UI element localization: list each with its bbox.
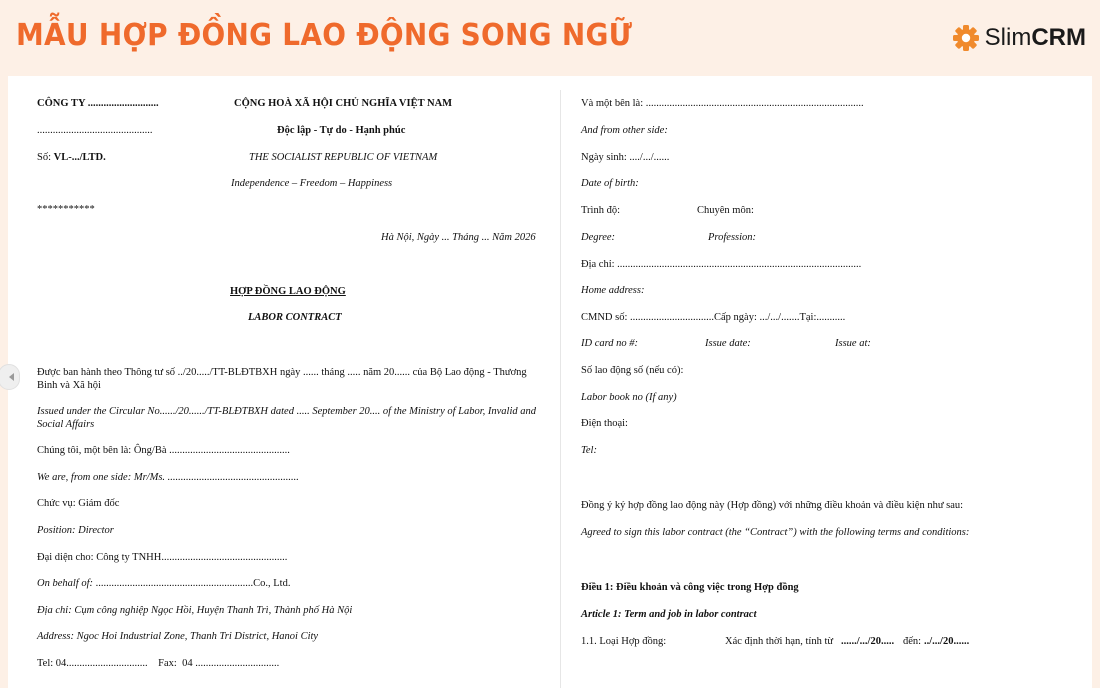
position-vi: Chức vụ: Giám đốc xyxy=(37,498,120,509)
issued-en: Issued under the Circular No....../20....../TT-BLĐTBXH dated ..... September 20.... of the Ministry of Labor, Invalid and Social Affairs xyxy=(37,406,537,430)
motto-heading: Độc lập - Tự do - Hạnh phúc xyxy=(277,125,406,136)
doc-number: Số: VL-.../LTD. xyxy=(37,152,106,163)
degree-vi: Trình độ: xyxy=(581,205,621,216)
other-party-vi: Và một bên là: ................................................................................... xyxy=(581,98,864,109)
profession-vi: Chuyên môn: xyxy=(697,205,754,216)
position-en: Position: Director xyxy=(37,525,114,536)
id-card-vi: CMND số: ................................Cấp ngày: .../.../.......Tại:........... xyxy=(581,312,846,323)
clause-term: Xác định thời hạn, tính từ xyxy=(725,636,834,647)
column-divider xyxy=(560,90,561,688)
document-page xyxy=(8,76,1092,688)
issued-vi: Được ban hành theo Thông tư số ../20...../TT-BLĐTBXH ngày ...... tháng ..... năm 20...... của Bộ Lao động - Thương Binh và Xã hội xyxy=(37,367,527,391)
degree-en: Degree: xyxy=(581,232,616,243)
agree-vi: Đồng ý ký hợp đồng lao động này (Hợp đồng) với những điều khoản và điều kiện như sau: xyxy=(581,500,964,511)
banner-title: MẪU HỢP ĐỒNG LAO ĐỘNG SONG NGỮ xyxy=(16,18,633,53)
behalf-en: On behalf of: ............................................................Co., Ltd. xyxy=(37,578,291,589)
home-address-en: Home address: xyxy=(581,285,645,296)
address-en: Address: Ngoc Hoi Industrial Zone, Thanh Tri District, Hanoi City xyxy=(37,631,319,642)
company-name-line: CÔNG TY ........................... xyxy=(37,98,159,109)
we-are-en: We are, from one side: Mr/Ms. .................................................. xyxy=(37,472,299,483)
profession-en: Profession: xyxy=(708,232,757,243)
contract-title-en: LABOR CONTRACT xyxy=(248,312,342,323)
agree-en: Agreed to sign this labor contract (the “Contract”) with the following terms and conditions: xyxy=(581,527,970,538)
scroll-left-icon[interactable] xyxy=(0,364,20,390)
clause-from: ....../.../20..... xyxy=(841,636,895,647)
republic-heading-en: THE SOCIALIST REPUBLIC OF VIETNAM xyxy=(249,152,438,163)
date-line: Hà Nội, Ngày ... Tháng ... Năm 2026 xyxy=(381,232,536,243)
other-party-en: And from other side: xyxy=(581,125,668,136)
id-card-en: ID card no #: xyxy=(581,338,639,349)
gear-icon xyxy=(952,24,980,52)
we-are-vi: Chúng tôi, một bên là: Ông/Bà .............................................. xyxy=(37,445,290,456)
tel-fax-line: Tel: 04............................... Fax: 04 ................................ xyxy=(37,658,280,669)
dob-en: Date of birth: xyxy=(581,178,639,189)
issue-at-en: Issue at: xyxy=(835,338,871,349)
brand-name: SlimCRM xyxy=(984,24,1086,51)
stars-line: *********** xyxy=(37,204,95,215)
behalf-vi: Đại diện cho: Công ty TNHH................................................ xyxy=(37,552,288,563)
company-dots-line: ............................................ xyxy=(37,125,153,136)
dob-vi: Ngày sinh: ..../.../...... xyxy=(581,152,670,163)
home-address-vi: Địa chỉ: ............................................................................................. xyxy=(581,259,862,270)
clause-to-label: đến: xyxy=(903,636,922,647)
labor-book-en: Labor book no (If any) xyxy=(581,392,677,403)
article1-vi: Điều 1: Điều khoản và công việc trong Hợp đồng xyxy=(581,582,799,593)
republic-heading: CỘNG HOÀ XÃ HỘI CHỦ NGHĨA VIỆT NAM xyxy=(234,98,453,109)
phone-vi: Điện thoại: xyxy=(581,418,628,429)
labor-book-vi: Số lao động số (nếu có): xyxy=(581,365,684,376)
article1-en: Article 1: Term and job in labor contract xyxy=(581,609,757,620)
clause-label: 1.1. Loại Hợp đồng: xyxy=(581,636,667,647)
clause-to: ../.../20...... xyxy=(924,636,970,647)
motto-heading-en: Independence – Freedom – Happiness xyxy=(231,178,393,189)
phone-en: Tel: xyxy=(581,445,597,456)
address-vi: Địa chỉ: Cụm công nghiệp Ngọc Hồi, Huyện Thanh Trì, Thành phố Hà Nội xyxy=(37,605,353,616)
contract-title: HỢP ĐỒNG LAO ĐỘNG xyxy=(230,286,346,297)
brand-logo xyxy=(952,24,1086,52)
issue-date-en: Issue date: xyxy=(705,338,751,349)
